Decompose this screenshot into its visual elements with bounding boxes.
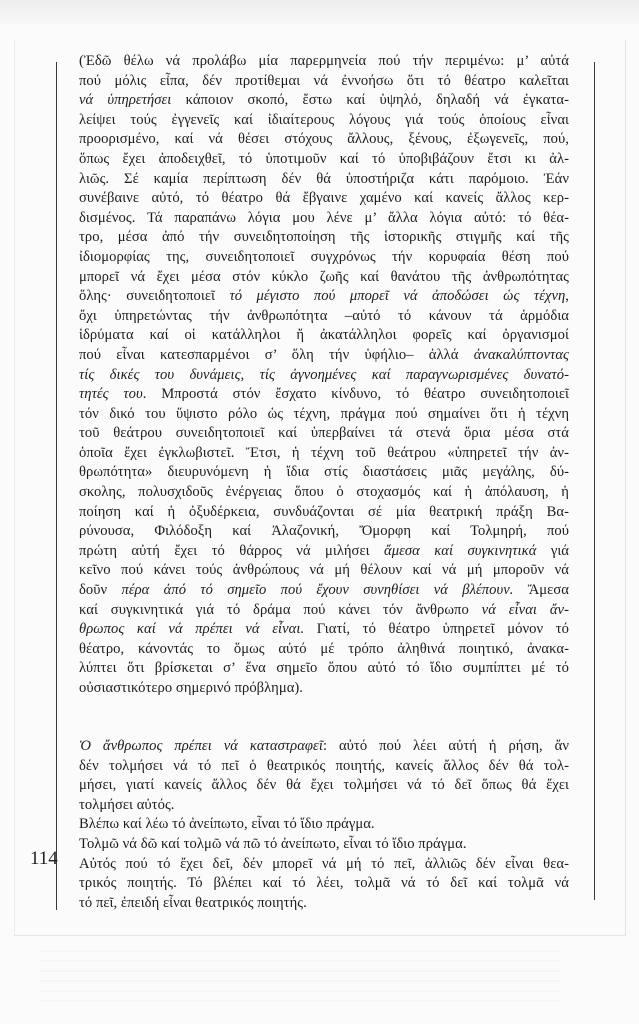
text-span: ὄχι ὑπηρετώντας τήν ἀνθρωπότητα –αὐτό τό κάνουν τά ἁρμόδια bbox=[79, 307, 569, 324]
text-span: ὅλης· συνειδητοποιεῖ bbox=[79, 288, 230, 305]
text-span: λείψει τούς ἐγγενεῖς καί ἰδιαίτερους λόγους γιά τούς ὁποίους εἶναι bbox=[79, 111, 569, 128]
text-line bbox=[79, 346, 569, 366]
text-span: μήσει, γιατί κανείς ἄλλος δέν θά ἔχει τολμήσει νά τό δεῖ ὅπως θά ἔχει bbox=[79, 777, 569, 794]
text-line bbox=[79, 855, 569, 875]
text-span: δισμένος. Τά παραπάνω λόγια μου λένε μ’ ἄλλα λόγια αὐτό: τό θέα- bbox=[79, 209, 569, 226]
text-line bbox=[79, 444, 569, 464]
text-line bbox=[79, 111, 569, 131]
text-line bbox=[79, 424, 569, 444]
left-margin-rule bbox=[56, 62, 57, 910]
text-span: θέατρο, κάνοντάς το ὅμως αὐτό μέ τρόπο ἀληθινά ποιητικό, ἀνακα- bbox=[79, 640, 569, 657]
italic-span: νά ὑπηρετήσει bbox=[79, 92, 172, 109]
text-line bbox=[79, 248, 569, 268]
text-span: Γιατί, τό θέατρο ὑπηρετεῖ μόνον τό bbox=[304, 621, 569, 638]
italic-span: Ὁ ἄνθρωπος πρέπει νά καταστραφεῖ bbox=[79, 738, 323, 754]
text-span: τό πεῖ, ἐπειδή εἶναι θεατρικός ποιητής. bbox=[79, 894, 307, 911]
text-line bbox=[79, 874, 569, 894]
text-line bbox=[79, 659, 569, 679]
text-span: καί συγκινητικά γιά τό δράμα πού κάνει τόν ἄνθρωπο bbox=[79, 601, 482, 618]
text-line bbox=[79, 620, 569, 640]
text-span: λιῶς. Σέ καμία περίπτωση δέν θά ὑποστήριζα κάτι παρόμοιο. Ἐάν bbox=[79, 170, 569, 187]
text-line bbox=[79, 189, 569, 209]
text-line bbox=[79, 130, 569, 150]
text-line bbox=[79, 522, 569, 542]
text-line bbox=[79, 405, 569, 425]
text-span: λύπτει ὅτι βρίσκεται σ’ ἕνα σημεῖο ὅπου αὐτό τό ἴδιο συμπίπτει μέ τό bbox=[79, 660, 569, 677]
italic-span: πέρα ἀπό τό σημεῖο πού ἔχουν συνηθίσει νά βλέπουν. bbox=[121, 582, 514, 599]
text-line bbox=[79, 268, 569, 288]
text-span: ἰδιομορφίας της, συνειδητοποιεῖ συγχρόνως τήν κορυφαία θέση πού bbox=[79, 248, 569, 265]
italic-span: ἄμεσα καί συγκινητικά bbox=[384, 542, 537, 559]
text-line bbox=[79, 287, 569, 307]
text-line bbox=[79, 679, 569, 699]
right-margin-rule bbox=[594, 62, 595, 900]
text-line bbox=[79, 561, 569, 581]
text-span: : αὐτό πού λέει αὐτή ἡ ρήση, ἄν bbox=[322, 738, 569, 754]
text-line bbox=[79, 601, 569, 621]
text-span: συνέβαινε αὐτό, τό θέατρο θά ἔβγαινε χαμένο καί κανείς ἄλλος κερ- bbox=[79, 190, 569, 207]
text-line bbox=[79, 366, 569, 386]
text-line bbox=[79, 209, 569, 229]
text-span: , bbox=[565, 288, 569, 305]
italic-span: ἀνακαλύπτοντας bbox=[473, 346, 569, 363]
text-span: πρώτη αὐτή ἔχει τό θάρρος νά μιλήσει bbox=[79, 542, 384, 559]
text-line bbox=[79, 835, 569, 855]
text-span: Βλέπω καί λέω τό ἀνείπωτο, εἶναι τό ἴδιο πράγμα. bbox=[79, 816, 375, 833]
text-line bbox=[79, 894, 569, 914]
text-span: οὐσιαστικότερο σημερινό πρόβλημα). bbox=[79, 680, 304, 696]
paragraph-commentary bbox=[79, 52, 569, 699]
text-span: ὁποῖα ἔχει ἐγκλωβιστεῖ. Ἔτσι, ἡ τέχνη τοῦ θεάτρου «ὑπηρετεῖ τήν ἀν- bbox=[79, 444, 569, 461]
italic-span: τίς δικές του δυνάμεις, τίς ἀγνοημένες καί παραγνωρισμένες δυνατό- bbox=[79, 366, 569, 383]
text-span: δοῦν bbox=[79, 582, 122, 599]
text-line bbox=[79, 757, 569, 777]
italic-span: τό μέγιστο πού μπορεῖ νά ἀποδώσει ὡς τέχνη bbox=[229, 288, 566, 305]
text-span: πού μόλις εἶπα, δέν προτίθεμαι νά ἐννοήσω ὅτι τό θέατρο καλεῖται bbox=[79, 72, 569, 89]
text-span: ρύνουσα, Φιλόδοξη καί Ἀλαζονική, Ὄμορφη καί Τολμηρή, πού bbox=[79, 523, 569, 540]
text-span: γιά bbox=[536, 542, 570, 559]
text-span: τόν δικό του ὕψιστο ρόλο ὡς τέχνη, πράγμα πού σημαίνει ὅτι ἡ τέχνη bbox=[79, 405, 569, 422]
text-line bbox=[79, 483, 569, 503]
text-span: ποίηση καί ἡ ὀξυδέρκεια, συνδυάζονται σέ μία θεατρική πράξη Βα- bbox=[79, 503, 569, 520]
text-line bbox=[79, 815, 569, 835]
italic-span: τητές του bbox=[79, 386, 143, 403]
text-line bbox=[79, 52, 569, 72]
text-span: . Μπροστά στόν ἔσχατο κίνδυνο, τό θέατρο συνειδητοποιεῖ bbox=[142, 386, 569, 403]
text-line bbox=[79, 170, 569, 190]
text-line bbox=[79, 150, 569, 170]
text-span: τοῦ θεάτρου συνειδητοποιεῖ καί ὑπερβαίνει τά στενά ὅρια μέσα στά bbox=[79, 425, 569, 442]
text-line bbox=[79, 72, 569, 92]
text-span: Τολμῶ νά δῶ καί τολμῶ νά πῶ τό ἀνείπωτο, εἶναι τό ἴδιο πράγμα. bbox=[79, 835, 467, 852]
text-line bbox=[79, 542, 569, 562]
text-span: κεῖνο πού κάνει τούς ἀνθρώπους νά μή θέλουν καί νά μή μποροῦν νά bbox=[79, 562, 569, 579]
text-span: προορισμένο, καί νά θέσει στόχους ἄλλους, ξένους, ἐξωγενεῖς, πού, bbox=[79, 131, 569, 148]
text-line bbox=[79, 463, 569, 483]
text-span: δέν τολμήσει νά τό πεῖ ὁ θεατρικός ποιητής, κανείς ἄλλος δέν θά τολ- bbox=[79, 757, 569, 774]
italic-span: θρωπος καί νά πρέπει νά εἶναι. bbox=[79, 621, 305, 638]
text-line bbox=[79, 581, 569, 601]
text-line bbox=[79, 640, 569, 660]
text-line bbox=[79, 503, 569, 523]
text-line bbox=[79, 385, 569, 405]
page-number: 114 bbox=[30, 848, 58, 869]
text-span: ὅπως ἔχει ἀποδειχθεῖ, τό ὑποτιμοῦν καί τό ὑποβιβάζουν ἔτσι κι ἀλ- bbox=[79, 150, 569, 167]
text-line bbox=[79, 307, 569, 327]
text-span: μπορεῖ νά ἔχει μέσα στόν κύκλο ζωῆς καί θανάτου τῆς ἀνθρωπότητας bbox=[79, 268, 569, 285]
bleed-through-text bbox=[40, 950, 560, 1010]
italic-span: νά εἶναι ἄν- bbox=[481, 601, 569, 618]
text-line bbox=[79, 228, 569, 248]
text-span: ἱδρύματα καί οἱ κατάλληλοι ἤ ἀκατάλληλοι φορεῖς καί ὀργανισμοί bbox=[79, 327, 569, 344]
text-span: τρο, μέσα ἀπό τήν συνειδητοποίηση τῆς ἱστορικῆς στιγμῆς καί τῆς bbox=[79, 229, 569, 246]
text-span: σκολης, πολυσχιδοῦς ἐνέργειας ὅπου ὁ στοχασμός καί ἡ ἀπόλαυση, ἡ bbox=[79, 484, 569, 501]
scan-top-shadow bbox=[0, 0, 639, 24]
text-line bbox=[79, 796, 569, 816]
text-span: Ἄμεσα bbox=[513, 582, 569, 599]
paragraph-main bbox=[79, 737, 569, 913]
text-line bbox=[79, 91, 569, 111]
text-line bbox=[79, 776, 569, 796]
text-span: τολμήσει αὐτός. bbox=[79, 796, 175, 813]
text-span: θρωπότητα» διευρυνόμενη ἡ ἴδια στίς διαστάσεις μιᾶς μεγάλης, δύ- bbox=[79, 464, 569, 481]
text-span: (Ἐδῶ θέλω νά προλάβω μία παρερμηνεία πού τήν περιμένω: μ’ αὐτά bbox=[79, 53, 569, 69]
text-line bbox=[79, 326, 569, 346]
text-span: πού εἶναι κατεσπαρμένοι σ’ ὅλη τήν ὑφήλιο– ἀλλά bbox=[79, 346, 474, 363]
text-span: κάποιον σκοπό, ἔστω καί ὑψηλό, δηλαδή νά ἐγκατα- bbox=[171, 92, 569, 109]
text-span: Αὐτός πού τό ἔχει δεῖ, δέν μπορεῖ νά μή τό πεῖ, ἀλλιῶς δέν εἶναι θεα- bbox=[79, 855, 569, 872]
text-line bbox=[79, 737, 569, 757]
text-span: τρικός ποιητής. Τό βλέπει καί τό λέει, τολμᾶ νά τό δεῖ καί τολμᾶ νά bbox=[79, 875, 569, 892]
